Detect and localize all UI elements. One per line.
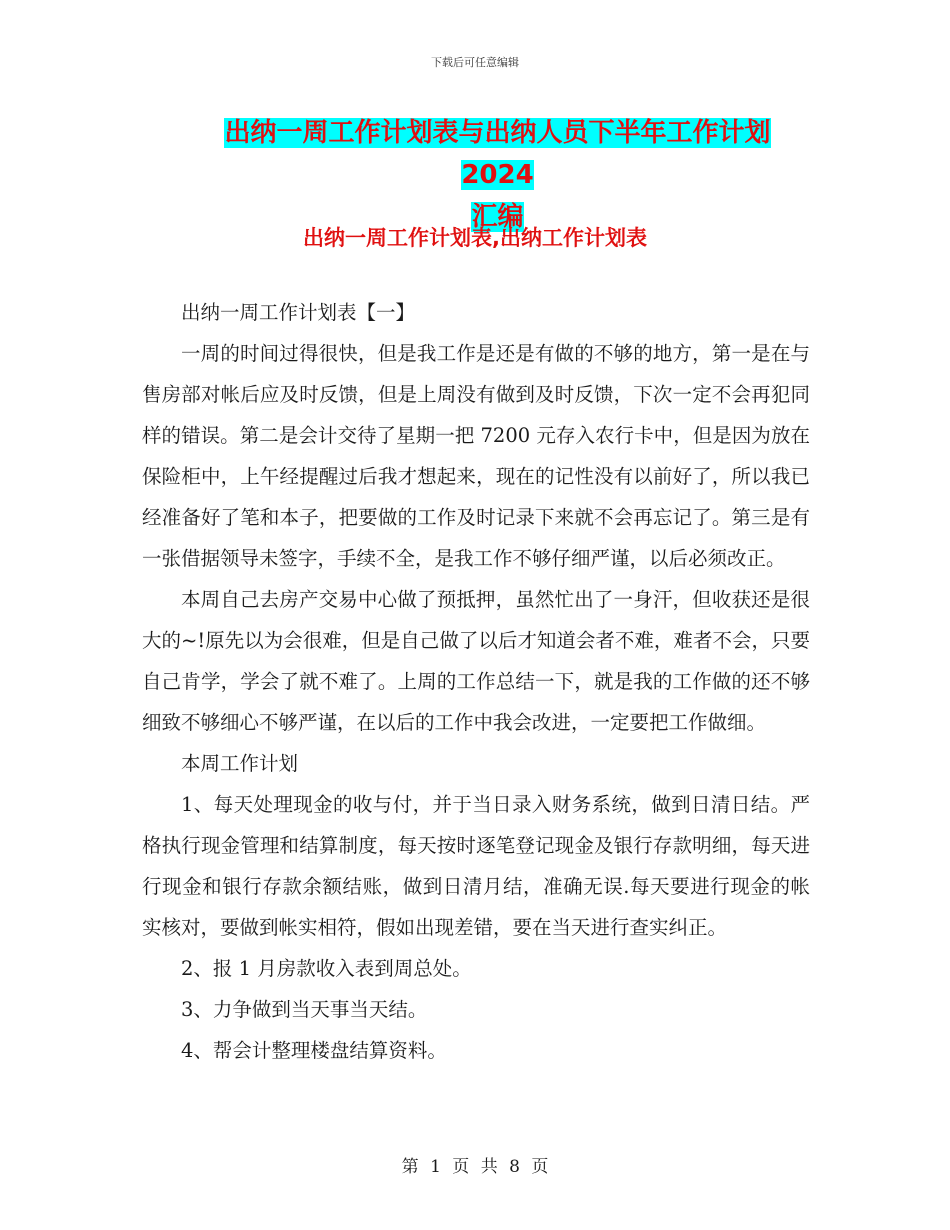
list-item: 4、帮会计整理楼盘结算资料。 [181, 1039, 447, 1062]
list-item: 1、每天处理现金的收与付，并于当日录入财务系统，做到日清日结。严格执行现金管理和结算制度，每天按时逐笔登记现金及银行存款明细，每天进行现金和银行存款余额结账，做到日清月结，准确无误.每天要进行现金的帐实核对，要做到帐实相符，假如出现差错，要在当天进行查实纠正。 [142, 793, 810, 939]
paragraph: 本周自己去房产交易中心做了预抵押，虽然忙出了一身汗，但收获还是很大的~!原先以为会很难，但是自己做了以后才知道会者不难，难者不会，只要自己肯学，学会了就不难了。上周的工作总结一下，就是我的工作做的还不够细致不够细心不够严谨，在以后的工作中我会改进，一定要把工作做细。 [142, 588, 810, 734]
paragraph: 一周的时间过得很快，但是我工作是还是有做的不够的地方，第一是在与售房部对帐后应及时反馈，但是上周没有做到及时反馈，下次一定不会再犯同样的错误。第二是会计交待了星期一把 7200 元存入农行卡中，但是因为放在保险柜中，上午经提醒过后我才想起来，现在的记性没有以前好了，所以我已经准备好了笔和本子，把要做的工作及时记录下来就不会再忘记了。第三是有一张借据领导未签字，手续不全，是我工作不够仔细严谨，以后必须改正。 [142, 342, 810, 570]
body-text [142, 292, 810, 1071]
list-item: 2、报 1 月房款收入表到周总处。 [181, 957, 472, 980]
header-note: 下载后可任意编辑 [431, 56, 519, 69]
document-title-line2: 汇编 [471, 202, 524, 232]
paragraph-subheading: 本周工作计划 [181, 752, 299, 775]
page-footer: 第 1 页 共 8 页 [401, 1157, 549, 1177]
section-title: 出纳一周工作计划表,出纳工作计划表 [303, 226, 647, 250]
list-item: 3、力争做到当天事当天结。 [181, 998, 428, 1021]
paragraph-subheading: 出纳一周工作计划表【一】 [181, 301, 416, 324]
document-title [190, 112, 805, 238]
document-title-line1: 出纳一周工作计划表与出纳人员下半年工作计划 2024 [224, 118, 771, 190]
